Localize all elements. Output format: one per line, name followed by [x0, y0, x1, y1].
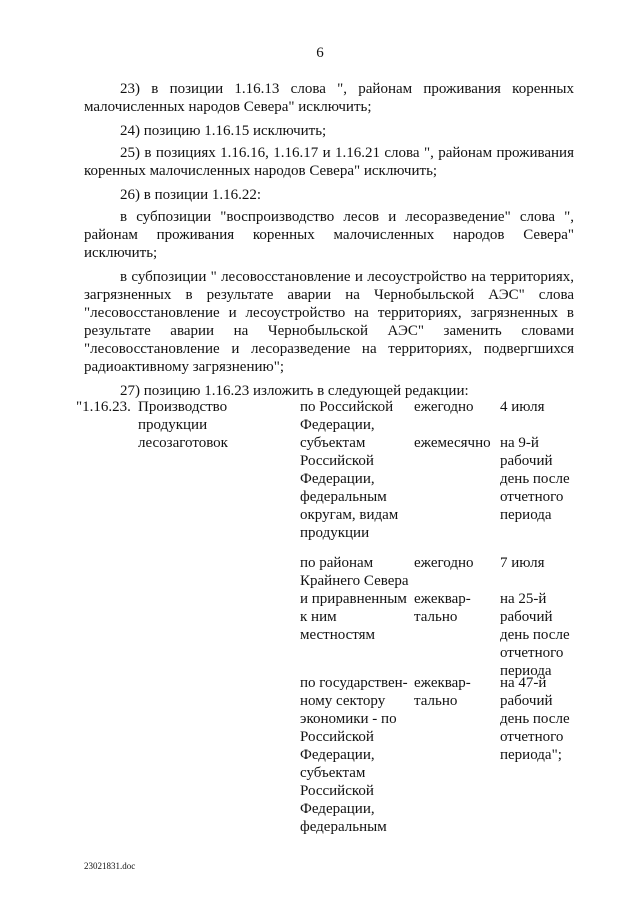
position-code: "1.16.23. [76, 399, 131, 415]
subposition-chernobyl: в субпозиции " лесовосстановление и лесоустройство на территориях, загрязненных в результате аварии на Чернобыльской АЭС" слова "лесовосстановление и лесоустройство на территориях, загрязненных в результате аварии на Чернобыльской АЭС" заменить словами "лесовосстановление и лесоразведение на территориях, подвергшихся радиоактивному загрязнению"; [84, 269, 574, 375]
due-date-cell: 7 июля на 25-й рабочий день после отчетного периода [500, 555, 570, 679]
amendment-list [84, 80, 574, 406]
due-date-cell: на 47-й рабочий день после отчетного периода"; [500, 675, 570, 763]
scope-cell: по Российской Федерации, субъектам Российской Федерации, федеральным округам, видам продукции [300, 399, 399, 541]
table-row [76, 398, 576, 554]
scope-cell: по районам Крайнего Севера и приравненным к ним местностям [300, 555, 409, 643]
table-row [76, 554, 576, 679]
due-date-cell: 4 июля на 9-й рабочий день после отчетного периода [500, 399, 570, 523]
table-row [76, 674, 576, 844]
page-number: 6 [316, 45, 324, 61]
subposition-reforestation: в субпозиции "воспроизводство лесов и лесоразведение" слова ", районам проживания коренных малочисленных народов Севера" исключить; [84, 209, 574, 261]
paragraph-24: 24) позицию 1.16.15 исключить; [120, 123, 327, 139]
scope-cell: по государствен- ному сектору экономики - по Российской Федерации, субъектам Российской Федерации, федеральным [300, 675, 408, 835]
paragraph-27: 27) позицию 1.16.23 изложить в следующей редакции: [120, 383, 469, 399]
frequency-cell: ежегодно ежемесячно [414, 399, 491, 451]
paragraph-25: 25) в позициях 1.16.16, 1.16.17 и 1.16.21 слова ", районам проживания коренных малочисленных народов Севера" исключить; [84, 145, 574, 179]
file-name-footer: 23021831.doc [84, 861, 136, 871]
frequency-cell: ежеквар- тально [414, 675, 471, 709]
position-table [76, 398, 576, 844]
paragraph-23: 23) в позиции 1.16.13 слова ", районам проживания коренных малочисленных народов Севера" исключить; [84, 81, 574, 115]
frequency-cell: ежегодно ежеквар- тально [414, 555, 474, 625]
position-name: Производство продукции лесозаготовок [138, 399, 228, 451]
paragraph-26: 26) в позиции 1.16.22: [120, 187, 262, 203]
